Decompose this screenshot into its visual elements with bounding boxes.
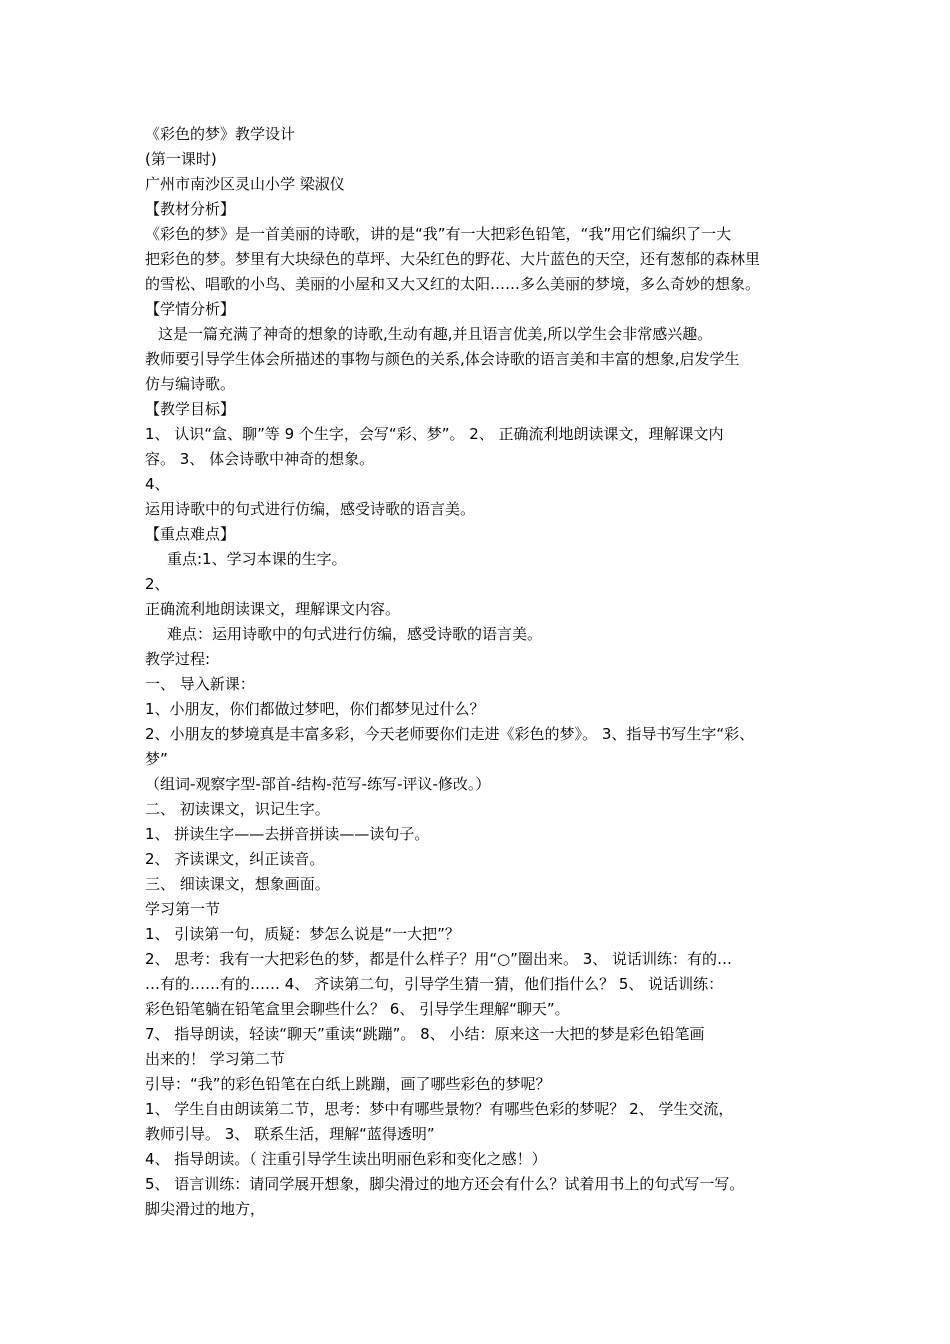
- text-line: 1、 拼读生字——去拼音拼读——读句子。: [145, 825, 430, 843]
- text-line: 仿与编诗歌。: [145, 375, 236, 393]
- text-line: 容。 3、 体会诗歌中神奇的想象。: [145, 450, 375, 468]
- author-line: 广州市南沙区灵山小学 梁淑仪: [145, 175, 345, 193]
- section-heading: 【重点难点】: [145, 525, 236, 543]
- text-line: 2、小朋友的梦境真是丰富多彩，今天老师要你们走进《彩色的梦》。 3、指导书写生字“彩、: [145, 725, 755, 743]
- text-line: 一、 导入新课：: [145, 675, 255, 693]
- section-heading: 教学过程:: [145, 650, 211, 668]
- text-line: …有的……有的…… 4、 齐读第二句，引导学生猜一猜，他们指什么？ 5、 说话训练：: [145, 975, 724, 993]
- text-line: （组词-观察字型-部首-结构-范写-练写-评议-修改。）: [145, 775, 491, 793]
- text-line: 1、 学生自由朗读第二节，思考：梦中有哪些景物？有哪些色彩的梦呢？ 2、 学生交流，: [145, 1100, 734, 1118]
- text-line: 这是一篇充满了神奇的想象的诗歌,生动有趣,并且语言优美,所以学生会非常感兴趣。: [158, 325, 713, 343]
- text-line: 三、 细读课文，想象画面。: [145, 875, 330, 893]
- document-body: [145, 122, 825, 1222]
- text-line: 教师引导。 3、 联系生活，理解“蓝得透明”: [145, 1125, 435, 1143]
- text-line: 二、 初读课文，识记生字。: [145, 800, 330, 818]
- text-line: 把彩色的梦。梦里有大块绿色的草坪、大朵红色的野花、大片蓝色的天空，还有葱郁的森林里: [145, 250, 761, 268]
- text-line: 1、 引读第一句，质疑：梦怎么说是“一大把”？: [145, 925, 460, 943]
- text-line: 1、小朋友，你们都做过梦吧，你们都梦见过什么？: [145, 700, 485, 718]
- lesson-period: (第一课时): [145, 150, 217, 168]
- text-line: 2、: [145, 575, 170, 593]
- text-line: 的雪松、唱歌的小鸟、美丽的小屋和又大又红的太阳……多么美丽的梦境，多么奇妙的想象。: [145, 275, 761, 293]
- text-line: 彩色铅笔躺在铅笔盒里会聊些什么？ 6、 引导学生理解“聊天”。: [145, 1000, 570, 1018]
- text-line: 引导：“我”的彩色铅笔在白纸上跳蹦，画了哪些彩色的梦呢？: [145, 1075, 551, 1093]
- text-line: 难点：运用诗歌中的句式进行仿编，感受诗歌的语言美。: [167, 625, 543, 643]
- doc-title: 《彩色的梦》教学设计: [145, 125, 296, 143]
- text-line: 出来的！ 学习第二节: [145, 1050, 285, 1068]
- text-line: 4、: [145, 475, 170, 493]
- text-line: 正确流利地朗读课文，理解课文内容。: [145, 600, 401, 618]
- text-line: 《彩色的梦》是一首美丽的诗歌，讲的是“我”有一大把彩色铅笔，“我”用它们编织了一大: [145, 225, 732, 243]
- text-line: 重点:1、学习本课的生字。: [167, 550, 347, 568]
- text-line: 4、 指导朗读。（ 注重引导学生读出明丽色彩和变化之感！）: [145, 1150, 547, 1168]
- text-line: 7、 指导朗读，轻读“聊天”重读“跳蹦”。 8、 小结：原来这一大把的梦是彩色铅笔画: [145, 1025, 705, 1043]
- text-line: 1、 认识“盒、聊”等 9 个生字，会写“彩、梦”。 2、 正确流利地朗读课文，理解课文内: [145, 425, 724, 443]
- text-line: 学习第一节: [145, 900, 221, 918]
- text-line: 脚尖滑过的地方，: [145, 1200, 266, 1218]
- text-line: 2、 齐读课文，纠正读音。: [145, 850, 325, 868]
- section-heading: 【教材分析】: [145, 200, 236, 218]
- text-line: 运用诗歌中的句式进行仿编，感受诗歌的语言美。: [145, 500, 476, 518]
- text-line: 教师要引导学生体会所描述的事物与颜色的关系,体会诗歌的语言美和丰富的想象,启发学生: [145, 350, 740, 368]
- section-heading: 【学情分析】: [145, 300, 236, 318]
- text-line: 5、 语言训练：请同学展开想象，脚尖滑过的地方还会有什么？试着用书上的句式写一写。: [145, 1175, 745, 1193]
- text-line: 2、 思考：我有一大把彩色的梦，都是什么样子？用“○”圈出来。 3、 说话训练：有的…: [145, 950, 733, 968]
- section-heading: 【教学目标】: [145, 400, 236, 418]
- text-line: 梦”: [145, 750, 168, 768]
